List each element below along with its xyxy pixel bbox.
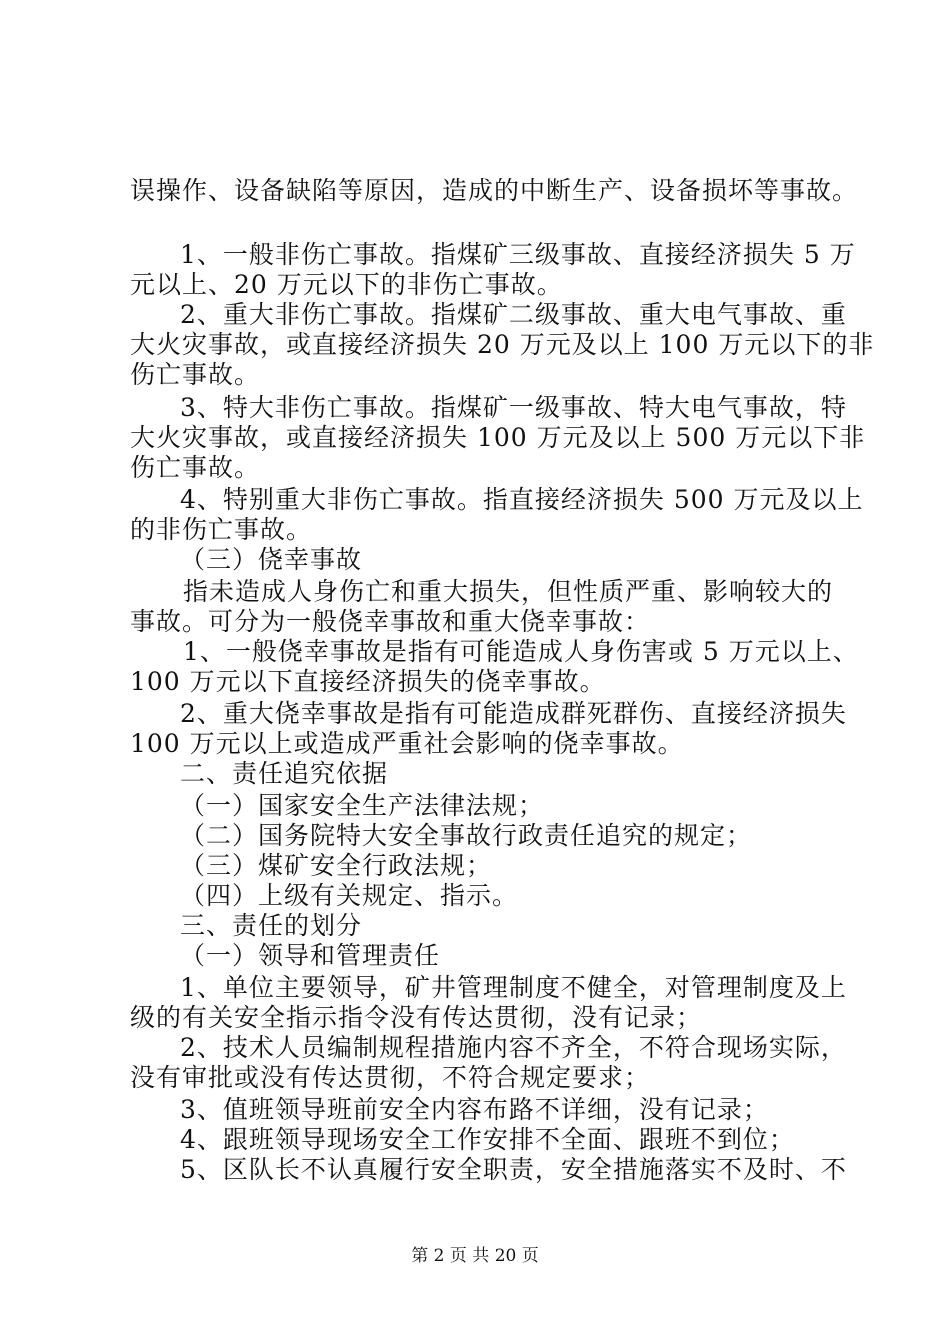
text-line: （四）上级有关规定、指示。 bbox=[180, 881, 519, 910]
text-line: 2、重大侥幸事故是指有可能造成群死群伤、直接经济损失 bbox=[180, 699, 847, 728]
text-line: 指未造成人身伤亡和重大损失，但性质严重、影响较大的 bbox=[183, 577, 834, 606]
text-line: 级的有关安全指示指令没有传达贯彻，没有记录； bbox=[130, 1003, 703, 1032]
text-line: （二）国务院特大安全事故行政责任追究的规定； bbox=[180, 821, 753, 850]
text-line: 1、一般非伤亡事故。指煤矿三级事故、直接经济损失 5 万 bbox=[180, 240, 856, 269]
section-heading: 三、责任的划分 bbox=[180, 911, 363, 940]
text-line: 大火灾事故，或直接经济损失 100 万元及以上 500 万元以下非 bbox=[130, 423, 866, 452]
text-line: 2、技术人员编制规程措施内容不齐全，不符合现场实际， bbox=[180, 1033, 847, 1062]
text-line: 4、特别重大非伤亡事故。指直接经济损失 500 万元及以上 bbox=[180, 485, 864, 514]
text-line: 伤亡事故。 bbox=[130, 453, 261, 482]
page-footer: 第 2 页 共 20 页 bbox=[411, 1246, 539, 1266]
text-line: 伤亡事故。 bbox=[130, 360, 261, 389]
text-line: 2、重大非伤亡事故。指煤矿二级事故、重大电气事故、重 bbox=[180, 300, 847, 329]
text-line: 4、跟班领导现场安全工作安排不全面、跟班不到位； bbox=[180, 1125, 795, 1154]
section-heading: （三）侥幸事故 bbox=[180, 545, 363, 574]
text-line: （三）煤矿安全行政法规； bbox=[180, 851, 493, 880]
text-line: 误操作、设备缺陷等原因，造成的中断生产、设备损坏等事故。 bbox=[130, 176, 859, 205]
text-line: 大火灾事故，或直接经济损失 20 万元及以上 100 万元以下的非 bbox=[130, 330, 875, 359]
section-heading: 二、责任追究依据 bbox=[180, 759, 389, 788]
text-line: 的非伤亡事故。 bbox=[130, 515, 313, 544]
text-line: 5、区队长不认真履行安全职责，安全措施落实不及时、不 bbox=[180, 1155, 847, 1184]
text-line: 1、一般侥幸事故是指有可能造成人身伤害或 5 万元以上、 bbox=[183, 637, 859, 666]
text-line: 事故。可分为一般侥幸事故和重大侥幸事故： bbox=[130, 607, 651, 636]
text-line: 3、特大非伤亡事故。指煤矿一级事故、特大电气事故，特 bbox=[180, 393, 847, 422]
text-line: 3、值班领导班前安全内容布路不详细，没有记录； bbox=[180, 1095, 769, 1124]
text-line: 100 万元以下直接经济损失的侥幸事故。 bbox=[130, 667, 606, 696]
text-line: 1、单位主要领导，矿井管理制度不健全，对管理制度及上 bbox=[180, 973, 847, 1002]
text-line: 没有审批或没有传达贯彻，不符合规定要求； bbox=[130, 1063, 651, 1092]
text-line: （一）国家安全生产法律法规； bbox=[180, 791, 545, 820]
text-line: 100 万元以上或造成严重社会影响的侥幸事故。 bbox=[130, 729, 684, 758]
text-line: 元以上、20 万元以下的非伤亡事故。 bbox=[130, 270, 563, 299]
section-heading: （一）领导和管理责任 bbox=[180, 941, 441, 970]
